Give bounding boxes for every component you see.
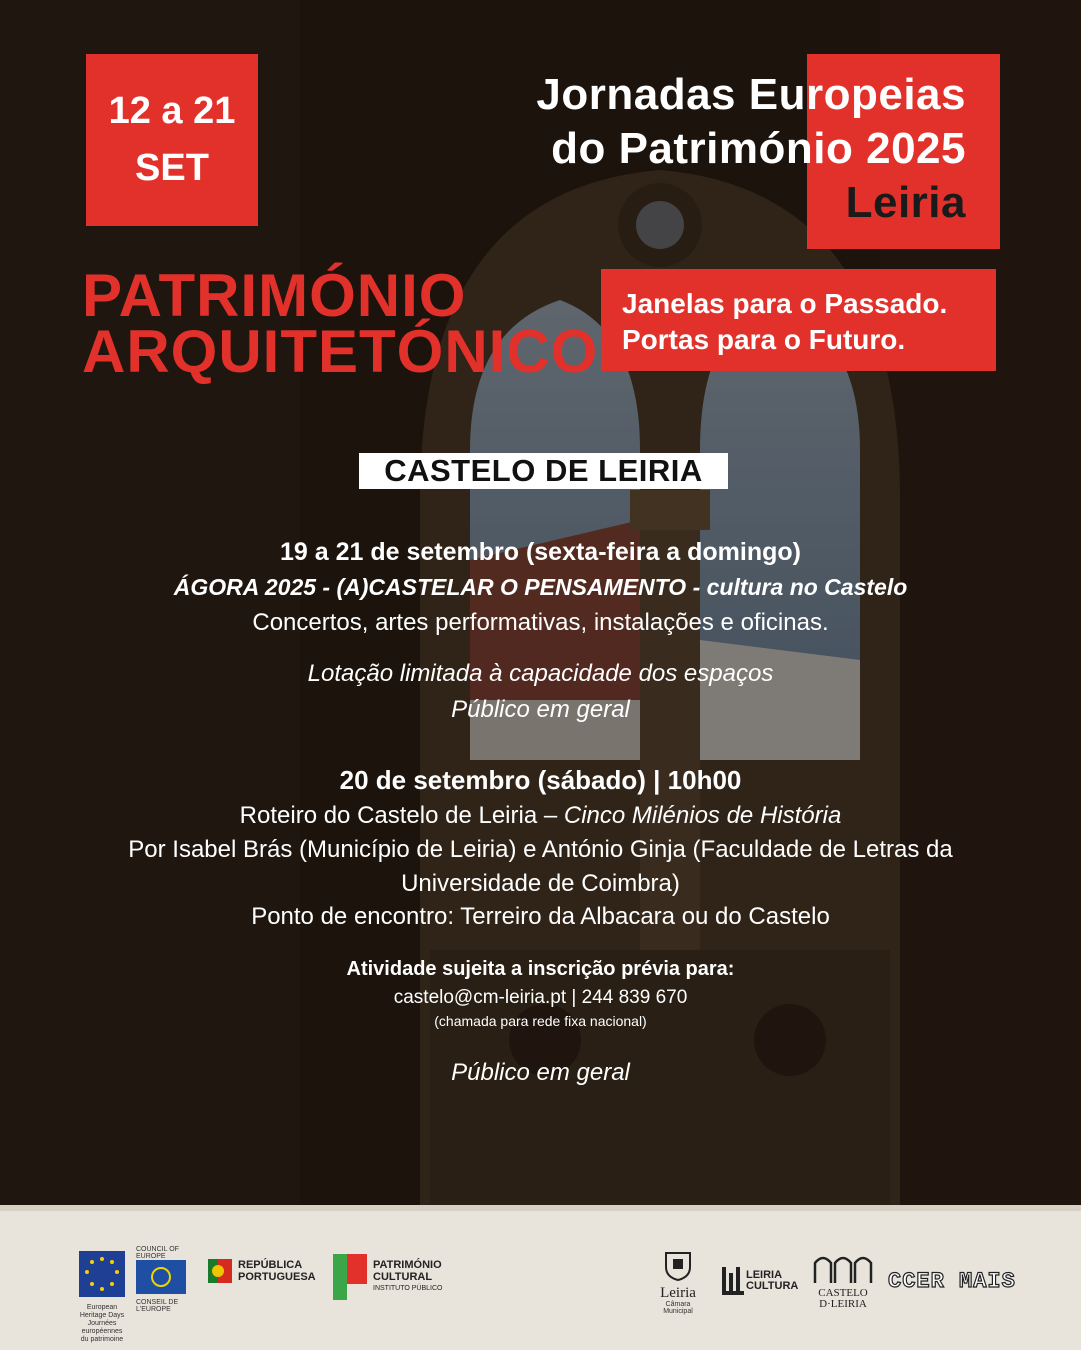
registration-label: Atividade sujeita a inscrição prévia para: — [346, 958, 735, 980]
eu-stars-icon — [79, 1251, 125, 1297]
program2-guides-line1: Por Isabel Brás (Município de Leiria) e António Ginja (Faculdade de Letras da — [128, 836, 953, 863]
european-heritage-days-logo — [79, 1251, 125, 1344]
republica-portuguesa-logo — [208, 1257, 316, 1285]
registration-audience: Público em geral — [451, 1059, 630, 1086]
ehd-caption-2: Journées européennes du patrimoine — [80, 1320, 124, 1343]
program1-title: ÁGORA 2025 - (A)CASTELAR O PENSAMENTO - cultura no Castelo — [173, 574, 908, 600]
republica-line2: PORTUGUESA — [238, 1271, 316, 1283]
leiria-cultura-line2: CULTURA — [746, 1280, 799, 1292]
castelo-de-leiria-logo — [810, 1253, 876, 1310]
ccer-mais-text: CCER MAIS — [888, 1269, 1016, 1294]
date-month: SET — [135, 147, 209, 189]
patrimonio-cultural-icon — [333, 1254, 367, 1300]
leiria-sub: Câmara Municipal — [663, 1301, 693, 1315]
leiria-name: Leiria — [660, 1285, 696, 1301]
ccer-mais-logo — [888, 1269, 1016, 1294]
date-range: 12 a 21 — [108, 90, 236, 132]
venue-label: CASTELO DE LEIRIA — [359, 453, 728, 489]
program1-capacity: Lotação limitada à capacidade dos espaços — [307, 660, 774, 687]
coe-top-text: COUNCIL OF EUROPE — [136, 1246, 179, 1260]
patrimonio-line1: PATRIMÓNIO — [373, 1259, 442, 1271]
castelo-line1: CASTELO — [818, 1287, 868, 1299]
event-city: Leiria — [845, 178, 966, 227]
leiria-crest-icon — [663, 1249, 693, 1281]
date-badge — [86, 54, 258, 226]
registration-contact[interactable]: castelo@cm-leiria.pt | 244 839 670 — [393, 987, 688, 1008]
patrimonio-cultural-logo — [333, 1254, 443, 1300]
ehd-caption-1: European Heritage Days — [79, 1304, 125, 1319]
portugal-emblem-icon — [208, 1257, 232, 1285]
castelo-line2: D·LEIRIA — [819, 1298, 867, 1310]
event-title-line2: do Património 2025 — [551, 124, 966, 173]
program1-description: Concertos, artes performativas, instalações e oficinas. — [252, 609, 829, 636]
program2-guides-line2: Universidade de Coimbra) — [401, 870, 680, 897]
tagline-line1: Janelas para o Passado. — [622, 288, 948, 319]
theme-heading — [82, 262, 599, 385]
theme-heading-line2: ARQUITETÓNICO — [82, 318, 599, 385]
tagline-line2: Portas para o Futuro. — [622, 324, 906, 355]
program2-meeting: Ponto de encontro: Terreiro da Albacara ou do Castelo — [251, 903, 830, 930]
council-of-europe-logo — [136, 1246, 192, 1313]
leiria-cultura-line1: LEIRIA — [746, 1269, 783, 1281]
program2-title — [0, 802, 1081, 830]
event-title-line1: Jornadas Europeias — [536, 70, 966, 119]
tagline-box — [601, 269, 996, 371]
footer-logos — [0, 1205, 1081, 1350]
program1-dates: 19 a 21 de setembro (sexta-feira a domingo) — [279, 538, 801, 566]
registration-note: (chamada para rede fixa nacional) — [434, 1013, 647, 1029]
leiria-municipality-logo — [650, 1249, 706, 1315]
program2-title-italic: Cinco Milénios de História — [563, 802, 842, 829]
program1-audience: Público em geral — [451, 696, 630, 723]
leiria-cultura-icon — [722, 1267, 744, 1295]
castle-arches-icon — [813, 1253, 873, 1283]
coe-flag-icon — [136, 1260, 186, 1294]
leiria-cultura-logo — [722, 1267, 798, 1295]
republica-line1: REPÚBLICA — [238, 1259, 303, 1271]
patrimonio-line3: INSTITUTO PÚBLICO — [373, 1285, 443, 1292]
theme-heading-line1: PATRIMÓNIO — [82, 262, 467, 329]
program2-dates: 20 de setembro (sábado) | 10h00 — [339, 765, 742, 795]
patrimonio-line2: CULTURAL — [373, 1271, 433, 1283]
event-title — [536, 68, 966, 230]
program2-title-prefix: Roteiro do Castelo de Leiria – — [239, 802, 564, 829]
coe-bottom-text: CONSEIL DE L'EUROPE — [136, 1299, 179, 1313]
